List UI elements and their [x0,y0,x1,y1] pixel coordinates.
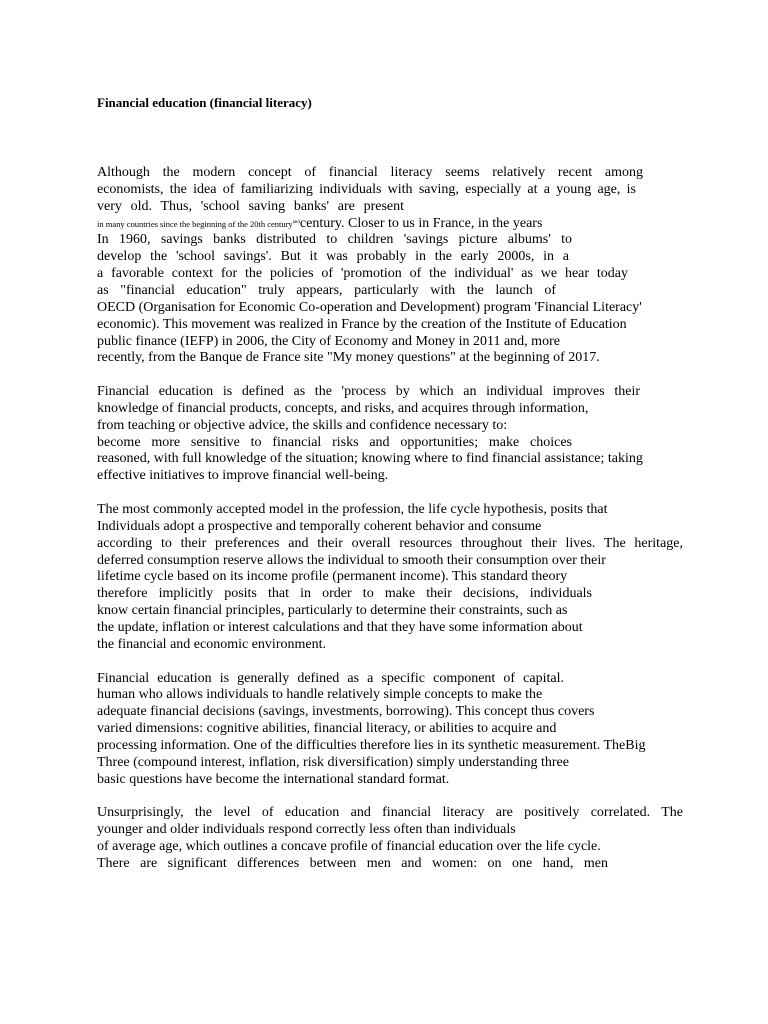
body-line: effective initiatives to improve financial well-being. [97,468,389,484]
body-line: very old. Thus, 'school saving banks' are present [97,198,404,214]
body-line: Unsurprisingly, the level of education and financial literacy are positively correlated. The [97,805,683,821]
body-line: The most commonly accepted model in the profession, the life cycle hypothesis, posits that [97,502,608,517]
line-rest: century. Closer to us in France, in the years [299,215,543,231]
body-line: varied dimensions: cognitive abilities, financial literacy, or abilities to acquire and [97,721,557,737]
small-text: in many countries since the beginning of the 20th century [97,218,293,229]
body-line: adequate financial decisions (savings, investments, borrowing). This concept thus covers [97,704,595,720]
body-line: become more sensitive to financial risks and opportunities; make choices [97,434,572,450]
body-line: Financial education is generally defined as a specific component of capital. [97,670,564,686]
body-line: from teaching or objective advice, the skills and confidence necessary to: [97,417,508,433]
body-line: public finance (IEFP) in 2006, the City of Economy and Money in 2011 and, more [97,333,560,349]
body-line: knowledge of financial products, concepts, and risks, and acquires through information, [97,400,589,416]
body-line: of average age, which outlines a concave profile of financial education over the life cycle. [97,839,601,854]
body-line: develop the 'school savings'. But it was probably in the early 2000s, in a [97,249,569,265]
body-line [97,215,542,233]
body-line: younger and older individuals respond correctly less often than individuals [97,822,516,838]
body-line: reasoned, with full knowledge of the situation; knowing where to find financial assistance; taking [97,451,643,467]
body-line: processing information. One of the difficulties therefore lies in its synthetic measurement. TheBig [97,737,646,753]
body-line: lifetime cycle based on its income profile (permanent income). This standard theory [97,569,568,585]
document-title: Financial education (financial literacy) [97,95,312,110]
body-line: Individuals adopt a prospective and temporally coherent behavior and consume [97,518,542,534]
body-line: Financial education is defined as the 'process by which an individual improves their [97,384,640,400]
body-line: recently, from the Banque de France site "My money questions" at the beginning of 2017. [97,350,600,366]
body-line: economists, the idea of familiarizing individuals with saving, especially at a young age, is [97,181,636,197]
body-line: Three (compound interest, inflation, risk diversification) simply understanding three [97,754,569,770]
body-line: human who allows individuals to handle relatively simple concepts to make the [97,687,543,703]
body-line: economic). This movement was realized in France by the creation of the Institute of Education [97,316,627,332]
body-line: as "financial education" truly appears, particularly with the launch of [97,282,556,298]
superscript: and [292,219,300,225]
body-line: OECD (Organisation for Economic Co-operation and Development) program 'Financial Literacy' [97,299,642,315]
body-line: There are significant differences between men and women: on one hand, men [97,855,608,871]
body-line: deferred consumption reserve allows the individual to smooth their consumption over their [97,552,606,568]
body-line: the financial and economic environment. [97,636,326,652]
body-line: know certain financial principles, particularly to determine their constraints, such as [97,603,568,619]
body-line: Although the modern concept of financial literacy seems relatively recent among [97,165,643,180]
body-line: basic questions have become the international standard format. [97,771,450,787]
body-line: according to their preferences and their overall resources throughout their lives. The heritage, [97,535,683,551]
body-line: In 1960, savings banks distributed to children 'savings picture albums' to [97,232,572,248]
body-line: a favorable context for the policies of 'promotion of the individual' as we hear today [97,266,628,282]
body-line: therefore implicitly posits that in order to make their decisions, individuals [97,586,592,602]
body-line: the update, inflation or interest calculations and that they have some information about [97,619,583,635]
